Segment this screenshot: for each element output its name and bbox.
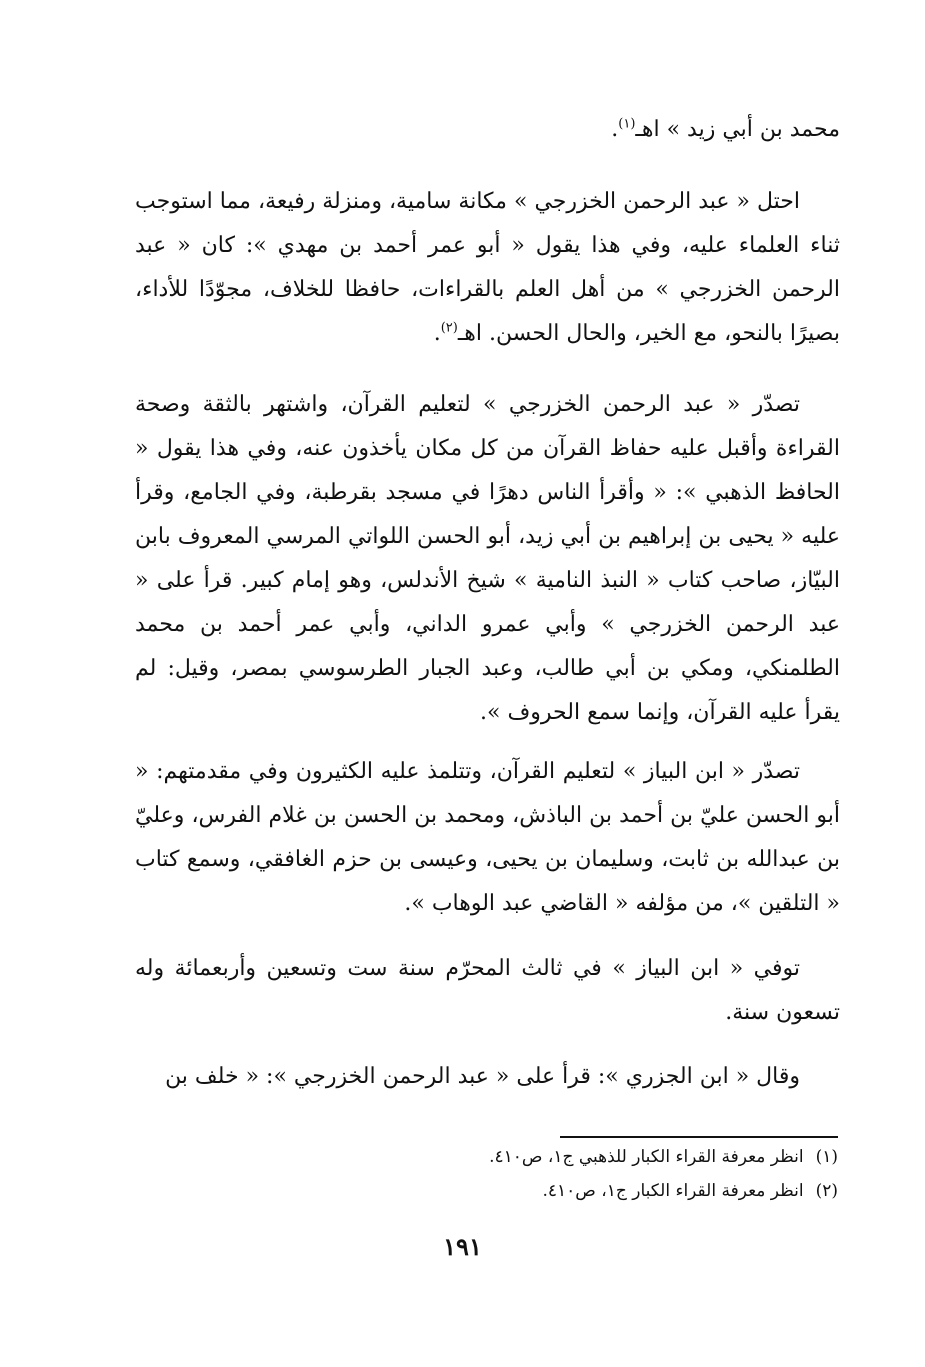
- footnote-text: انظر معرفة القراء الكبار للذهبي ج١، ص٤١٠.: [489, 1147, 804, 1167]
- footnote-item: [300, 1140, 838, 1174]
- paragraph-text: محمد بن أبي زيد » اهـ: [635, 117, 840, 142]
- paragraph-text: وقال « ابن الجزري »: قرأ على « عبد الرحمن الخزرجي »: « خلف بن: [165, 1064, 800, 1089]
- footnotes: [300, 1140, 838, 1208]
- paragraph-tail: .: [611, 117, 619, 142]
- paragraph-text: تصدّر « ابن البياز » لتعليم القرآن، وتتلمذ عليه الكثيرون وفي مقدمتهم: « أبو الحسن عليّ بن أحمد بن الباذش، ومحمد بن الحسن بن غلام الفرس، وعليّ بن عبدالله بن ثابت، وسليمان بن يحيى، وعيسى بن حزم الغافقي، وسمع كتاب « التلقين »، من مؤلفه « القاضي عبد الوهاب ».: [135, 759, 840, 916]
- paragraph-death: [135, 947, 840, 1035]
- paragraph-ibn-albayyaz: [135, 750, 840, 926]
- footnote-divider: [560, 1136, 838, 1138]
- paragraph-text: توفي « ابن البياز » في ثالث المحرّم سنة ست وتسعين وأربعمائة وله تسعون سنة.: [135, 956, 840, 1025]
- footnote-number: (٢): [815, 1181, 838, 1201]
- footnote-text: انظر معرفة القراء الكبار ج١، ص٤١٠.: [542, 1181, 804, 1201]
- paragraph-teaching: [135, 383, 840, 735]
- paragraph-continuation: [135, 108, 840, 152]
- paragraph-status: [135, 180, 840, 356]
- footnote-number: (١): [815, 1147, 838, 1167]
- footnote-ref: (١): [618, 116, 636, 132]
- paragraph-tail: .: [433, 321, 441, 346]
- footnote-item: [300, 1174, 838, 1208]
- paragraph-text: تصدّر « عبد الرحمن الخزرجي » لتعليم القرآن، واشتهر بالثقة وصحة القراءة وأقبل عليه حفاظ القرآن من كل مكان يأخذون عنه، وفي هذا يقول « الحافظ الذهبي »: « وأقرأ الناس دهرًا في مسجد بقرطبة، وفي الجامع، وقرأ عليه « يحيى بن إبراهيم بن أبي زيد، أبو الحسن اللواتي المرسي المعروف بابن البيّاز، صاحب كتاب « النبذ النامية » شيخ الأندلس، وهو إمام كبير. قرأ على « عبد الرحمن الخزرجي » وأبي عمرو الداني، وأبي عمر أحمد بن محمد الطلمنكي، ومكي بن أبي طالب، وعبد الجبار الطرسوسي بمصر، وقيل: لم يقرأ عليه القرآن، وإنما سمع الحروف ».: [135, 392, 840, 725]
- footnote-ref: (٢): [440, 320, 458, 336]
- paragraph-ibn-aljazari: [135, 1055, 840, 1099]
- paragraph-text: احتل « عبد الرحمن الخزرجي » مكانة سامية، ومنزلة رفيعة، مما استوجب ثناء العلماء عليه، وفي هذا يقول « أبو عمر أحمد بن مهدي »: كان « عبد الرحمن الخزرجي » من أهل العلم بالقراءات، حافظا للخلاف، مجوّدًا للأداء، بصيرًا بالنحو، مع الخير، والحال الحسن. اهـ: [135, 189, 840, 346]
- page-number: ١٩١: [443, 1232, 482, 1261]
